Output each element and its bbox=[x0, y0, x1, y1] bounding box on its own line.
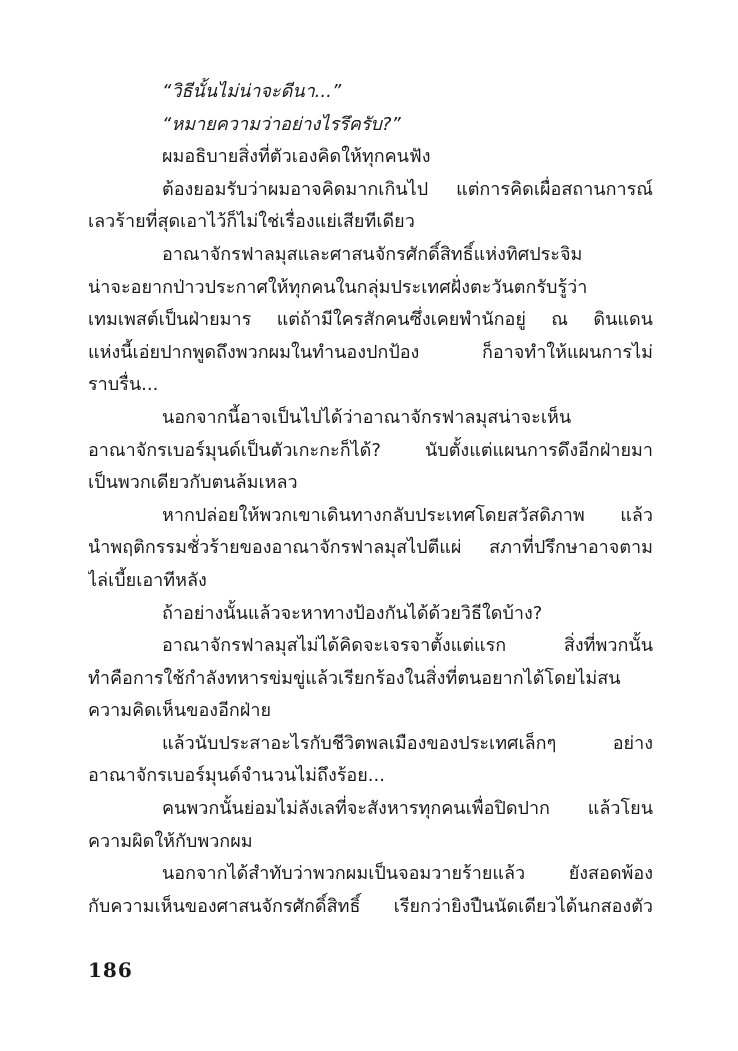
text-line: แห่งนี้เอ่ยปากพูดถึงพวกผมในทำนองปกป้อง ก็อาจทำให้แผนการไม่ bbox=[88, 341, 653, 363]
text-line: อาณาจักรฟาลมุสไม่ได้คิดจะเจรจาตั้งแต่แรก สิ่งที่พวกนั้น bbox=[162, 635, 653, 657]
text-line: อาณาจักรฟาลมุสและศาสนจักรศักดิ์สิทธิ์แห่งทิศประจิม bbox=[162, 243, 583, 265]
text-line: เป็นพวกเดียวกับตนล้มเหลว bbox=[88, 472, 298, 494]
text-line: ผมอธิบายสิ่งที่ตัวเองคิดให้ทุกคนฟัง bbox=[162, 146, 431, 168]
text-line: อาณาจักรเบอร์มุนด์จำนวนไม่ถึงร้อย... bbox=[88, 765, 385, 787]
text-line: ราบรื่น... bbox=[88, 374, 159, 396]
text-line: เลวร้ายที่สุดเอาไว้ก็ไม่ใช่เรื่องแย่เสียทีเดียว bbox=[88, 211, 415, 233]
text-line: แล้วนับประสาอะไรกับชีวิตพลเมืองของประเทศเล็กๆ อย่าง bbox=[162, 732, 653, 754]
text-line: คนพวกนั้นย่อมไม่ลังเลที่จะสังหารทุกคนเพื่อปิดปาก แล้วโยน bbox=[162, 798, 653, 820]
text-line: นอกจากนี้อาจเป็นไปได้ว่าอาณาจักรฟาลมุสน่าจะเห็น bbox=[162, 406, 572, 428]
text-line: น่าจะอยากป่าวประกาศให้ทุกคนในกลุ่มประเทศฝั่งตะวันตกรับรู้ว่า bbox=[88, 276, 588, 298]
dialogue-line: “หมายความว่าอย่างไรรึครับ?” bbox=[162, 113, 401, 135]
text-line: ต้องยอมรับว่าผมอาจคิดมากเกินไป แต่การคิดเผื่อสถานการณ์ bbox=[162, 178, 653, 200]
text-line: ความคิดเห็นของอีกฝ่าย bbox=[88, 700, 271, 722]
dialogue-line: “วิธีนั้นไม่น่าจะดีนา...” bbox=[162, 81, 342, 102]
text-line: นำพฤติกรรมชั่วร้ายของอาณาจักรฟาลมุสไปตีแผ่ สภาที่ปรึกษาอาจตาม bbox=[88, 537, 653, 559]
text-line: อาณาจักรเบอร์มุนด์เป็นตัวเกะกะก็ได้? นับตั้งแต่แผนการดึงอีกฝ่ายมา bbox=[88, 439, 653, 461]
text-line: เทมเพสต์เป็นฝ่ายมาร แต่ถ้ามีใครสักคนซึ่งเคยพำนักอยู่ ณ ดินแดน bbox=[88, 309, 653, 331]
body-text bbox=[88, 76, 653, 923]
text-line: ไล่เบี้ยเอาทีหลัง bbox=[88, 569, 207, 591]
text-line: นอกจากได้สำทับว่าพวกผมเป็นจอมวายร้ายแล้ว ยังสอดพ้อง bbox=[162, 863, 653, 885]
text-line: กับความเห็นของศาสนจักรศักดิ์สิทธิ์ เรียกว่ายิงปืนนัดเดียวได้นกสองตัว bbox=[88, 895, 653, 917]
text-line: ทำคือการใช้กำลังทหารข่มขู่แล้วเรียกร้องในสิ่งที่ตนอยากได้โดยไม่สน bbox=[88, 667, 621, 689]
text-line: ความผิดให้กับพวกผม bbox=[88, 830, 253, 852]
page-number: 186 bbox=[88, 958, 133, 982]
text-line: หากปล่อยให้พวกเขาเดินทางกลับประเทศโดยสวัสดิภาพ แล้ว bbox=[162, 504, 653, 526]
text-line: ถ้าอย่างนั้นแล้วจะหาทางป้องกันได้ด้วยวิธีใดบ้าง? bbox=[162, 602, 543, 624]
